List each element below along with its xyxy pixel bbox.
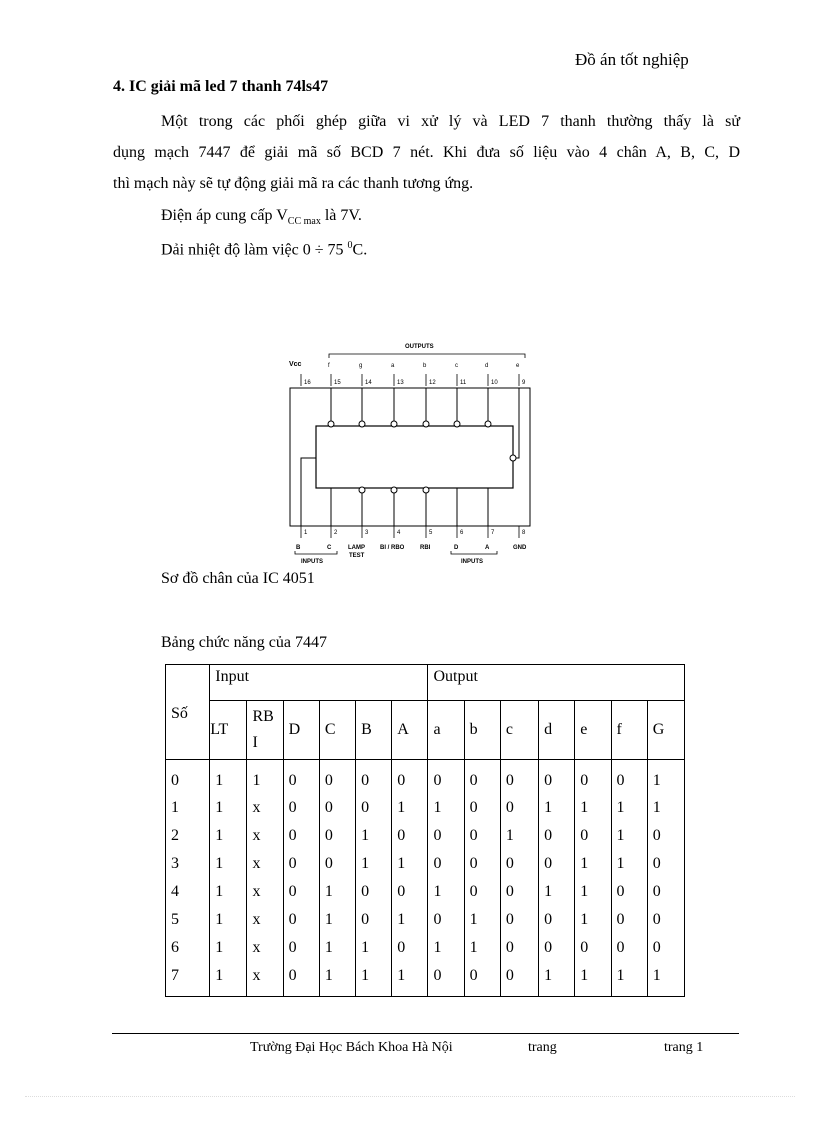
- table-cell: 0: [283, 850, 319, 878]
- col-out-d: d: [539, 701, 575, 760]
- table-row: [166, 962, 685, 997]
- table-row: [166, 794, 685, 822]
- top-letter-b: b: [423, 363, 427, 369]
- table-cell: 1: [319, 878, 355, 906]
- col-a: A: [392, 701, 428, 760]
- table-cell: 0: [575, 760, 611, 795]
- table-cell: 1: [647, 962, 684, 997]
- col-out-g: G: [647, 701, 684, 760]
- table-cell: 1: [611, 850, 647, 878]
- table-cell: 1: [356, 850, 392, 878]
- bottom-label-d: D: [454, 545, 459, 551]
- table-cell: 0: [428, 850, 464, 878]
- table-cell: 1: [647, 794, 684, 822]
- table-cell: 1: [210, 850, 247, 878]
- table-cell: 0: [464, 962, 500, 997]
- table-cell: 0: [647, 934, 684, 962]
- pin-3: 3: [365, 530, 369, 536]
- inputs-label-right: INPUTS: [461, 559, 484, 565]
- table-cell: 1: [428, 934, 464, 962]
- table-cell: 1: [575, 906, 611, 934]
- bottom-label-lamp: LAMP: [348, 545, 365, 551]
- document-header-title: Đồ án tốt nghiệp: [575, 50, 689, 69]
- table-cell: 4: [166, 878, 210, 906]
- footer-page-number: trang 1: [664, 1040, 704, 1055]
- pin-12: 12: [429, 380, 436, 386]
- pin-1: 1: [304, 530, 308, 536]
- table-cell: 0: [283, 760, 319, 795]
- table-cell: 7: [166, 962, 210, 997]
- table-cell: 0: [319, 822, 355, 850]
- table-cell: 0: [575, 822, 611, 850]
- pin-6: 6: [460, 530, 464, 536]
- table-cell: 1: [392, 962, 428, 997]
- top-letter-f: f: [328, 363, 330, 369]
- top-letter-c: c: [455, 363, 458, 369]
- table-cell: 0: [392, 878, 428, 906]
- table-cell: 1: [575, 794, 611, 822]
- pin-10: 10: [491, 380, 498, 386]
- table-cell: 0: [464, 794, 500, 822]
- bottom-label-b: B: [296, 545, 301, 551]
- table-cell: 0: [356, 794, 392, 822]
- col-out-b: b: [464, 701, 500, 760]
- col-b: B: [356, 701, 392, 760]
- table-cell: 1: [210, 794, 247, 822]
- vcc-label: Vcc: [289, 361, 302, 368]
- input-wires: [301, 458, 488, 526]
- table-cell: 1: [392, 850, 428, 878]
- table-cell: 1: [611, 822, 647, 850]
- table-cell: 1: [575, 850, 611, 878]
- paragraph-line-2: dụng mạch 7447 để giải mã số BCD 7 nét. Khi đưa số liệu vào 4 chân A, B, C, D: [113, 144, 740, 161]
- table-cell: 0: [319, 760, 355, 795]
- table-row: [166, 850, 685, 878]
- paragraph-line-1: Một trong các phối ghép giữa vi xử lý và LED 7 thanh thường thấy là sử: [161, 113, 740, 130]
- table-cell: x: [247, 822, 283, 850]
- table-cell: 1: [575, 962, 611, 997]
- pin-2: 2: [334, 530, 338, 536]
- top-letter-a: a: [391, 363, 395, 369]
- table-cell: 1: [647, 760, 684, 795]
- table-cell: 0: [647, 822, 684, 850]
- table-cell: 0: [539, 906, 575, 934]
- table-cell: 0: [319, 794, 355, 822]
- pin-13: 13: [397, 380, 404, 386]
- table-cell: 0: [500, 760, 538, 795]
- table-cell: 1: [428, 878, 464, 906]
- table-cell: 0: [500, 906, 538, 934]
- table-cell: 0: [356, 760, 392, 795]
- table-title: Bảng chức năng của 7447: [161, 634, 327, 651]
- table-cell: 0: [539, 934, 575, 962]
- table-cell: 0: [647, 878, 684, 906]
- pin-14: 14: [365, 380, 372, 386]
- table-cell: 5: [166, 906, 210, 934]
- header-so: Số: [166, 665, 210, 760]
- table-cell: 0: [611, 878, 647, 906]
- table-cell: 0: [283, 794, 319, 822]
- pin-11: 11: [460, 380, 467, 386]
- voltage-subscript: CC max: [287, 216, 321, 228]
- table-cell: 0: [647, 906, 684, 934]
- outputs-brace: [329, 354, 525, 358]
- temperature-superscript: 0: [347, 240, 353, 251]
- table-cell: 0: [500, 878, 538, 906]
- table-cell: x: [247, 878, 283, 906]
- table-cell: 1: [247, 760, 283, 795]
- table-cell: x: [247, 906, 283, 934]
- page-edge-dots: [25, 1096, 795, 1097]
- col-out-e: e: [575, 701, 611, 760]
- table-cell: 0: [500, 934, 538, 962]
- table-cell: 1: [319, 906, 355, 934]
- col-rbi: RB I: [247, 701, 283, 760]
- col-out-c: c: [500, 701, 538, 760]
- table-cell: 1: [464, 934, 500, 962]
- table-cell: 1: [356, 822, 392, 850]
- pin-16: 16: [304, 380, 311, 386]
- table-cell: 1: [210, 962, 247, 997]
- table-row: [166, 822, 685, 850]
- table-cell: 1: [392, 906, 428, 934]
- table-cell: 1: [539, 962, 575, 997]
- table-cell: 1: [210, 934, 247, 962]
- table-cell: 1: [166, 794, 210, 822]
- table-cell: 1: [539, 794, 575, 822]
- table-cell: 1: [319, 962, 355, 997]
- pin-4: 4: [397, 530, 401, 536]
- table-cell: 0: [428, 906, 464, 934]
- col-d: D: [283, 701, 319, 760]
- table-cell: 0: [575, 934, 611, 962]
- table-cell: 0: [356, 906, 392, 934]
- voltage-spec: Điện áp cung cấp $V_{CC max}$ là 7V.: [161, 207, 362, 228]
- table-row: [166, 760, 685, 795]
- intro-paragraph: [113, 106, 740, 199]
- table-cell: 0: [464, 878, 500, 906]
- bottom-label-rbi: RBI: [420, 545, 431, 551]
- table-cell: 0: [611, 934, 647, 962]
- table-cell: 1: [319, 934, 355, 962]
- table-cell: 0: [283, 962, 319, 997]
- table-cell: 1: [575, 878, 611, 906]
- table-cell: 0: [464, 822, 500, 850]
- pin-7: 7: [491, 530, 495, 536]
- table-cell: 3: [166, 850, 210, 878]
- top-letter-g: g: [359, 363, 363, 369]
- table-cell: 0: [392, 934, 428, 962]
- table-cell: 0: [392, 822, 428, 850]
- table-cell: x: [247, 934, 283, 962]
- table-cell: 1: [464, 906, 500, 934]
- inputs-brace-right: [451, 551, 497, 554]
- table-cell: 1: [210, 760, 247, 795]
- table-cell: 1: [356, 962, 392, 997]
- table-cell: 0: [283, 906, 319, 934]
- footer-trang-label: trang: [528, 1040, 557, 1055]
- table-cell: 0: [319, 850, 355, 878]
- bottom-label-test: TEST: [349, 553, 365, 559]
- table-cell: 1: [210, 906, 247, 934]
- inputs-label-left: INPUTS: [301, 559, 324, 565]
- table-cell: 0: [539, 760, 575, 795]
- table-cell: 0: [647, 850, 684, 878]
- table-row: [166, 906, 685, 934]
- temperature-spec: Dải nhiệt độ làm việc 0 ÷ 75 $^0$C.: [161, 240, 368, 259]
- table-cell: 0: [539, 822, 575, 850]
- pin-8: 8: [522, 530, 526, 536]
- table-cell: 0: [428, 822, 464, 850]
- table-cell: 1: [539, 878, 575, 906]
- col-lt: LT: [210, 701, 247, 760]
- bottom-label-a: A: [485, 545, 490, 551]
- pin-5: 5: [429, 530, 433, 536]
- diagram-caption: Sơ đồ chân của IC 4051: [161, 570, 315, 587]
- outputs-label: OUTPUTS: [405, 344, 434, 350]
- col-c: C: [319, 701, 355, 760]
- top-letter-e: e: [516, 363, 520, 369]
- table-cell: 0: [428, 760, 464, 795]
- header-input: Input: [210, 665, 428, 701]
- table-cell: 1: [392, 794, 428, 822]
- column-header-row: [166, 701, 685, 760]
- col-out-f: f: [611, 701, 647, 760]
- table-cell: 0: [500, 794, 538, 822]
- table-cell: 0: [356, 878, 392, 906]
- table-cell: 0: [283, 878, 319, 906]
- top-letter-d: d: [485, 363, 489, 369]
- table-cell: 0: [283, 934, 319, 962]
- bottom-label-bi-rbo: BI / RBO: [380, 545, 405, 551]
- table-cell: x: [247, 850, 283, 878]
- table-cell: 1: [611, 794, 647, 822]
- output-wires: [328, 388, 519, 461]
- inputs-brace-left: [295, 551, 337, 554]
- table-cell: 0: [611, 760, 647, 795]
- col-out-a: a: [428, 701, 464, 760]
- bottom-label-gnd: GND: [513, 545, 527, 551]
- table-cell: 0: [283, 822, 319, 850]
- bottom-label-c: C: [327, 545, 332, 551]
- section-heading: 4. IC giải mã led 7 thanh 74ls47: [113, 78, 329, 95]
- table-cell: 2: [166, 822, 210, 850]
- table-cell: 0: [166, 760, 210, 795]
- table-cell: 0: [428, 962, 464, 997]
- table-cell: 0: [611, 906, 647, 934]
- table-cell: 1: [210, 822, 247, 850]
- table-cell: 1: [210, 878, 247, 906]
- footer-school: Trường Đại Học Bách Khoa Hà Nội: [250, 1040, 453, 1055]
- table-cell: 0: [500, 962, 538, 997]
- table-cell: 1: [500, 822, 538, 850]
- table-body: [166, 760, 685, 997]
- table-cell: 1: [611, 962, 647, 997]
- header-output: Output: [428, 665, 685, 701]
- table-cell: 1: [356, 934, 392, 962]
- table-cell: x: [247, 794, 283, 822]
- table-cell: 0: [464, 850, 500, 878]
- table-cell: 6: [166, 934, 210, 962]
- table-row: [166, 878, 685, 906]
- table-cell: x: [247, 962, 283, 997]
- table-row: [166, 934, 685, 962]
- function-table: [165, 664, 685, 997]
- pin-9: 9: [522, 380, 526, 386]
- table-cell: 0: [500, 850, 538, 878]
- ic-pinout-diagram: [285, 338, 535, 570]
- table-cell: 0: [464, 760, 500, 795]
- footer-divider: [112, 1033, 739, 1034]
- chip-outline: [290, 388, 530, 526]
- pin-15: 15: [334, 380, 341, 386]
- table-cell: 0: [392, 760, 428, 795]
- paragraph-line-3: thì mạch này sẽ tự động giải mã ra các thanh tương ứng.: [113, 175, 474, 192]
- table-cell: 1: [428, 794, 464, 822]
- decoder-block: [316, 426, 513, 488]
- table-cell: 0: [539, 850, 575, 878]
